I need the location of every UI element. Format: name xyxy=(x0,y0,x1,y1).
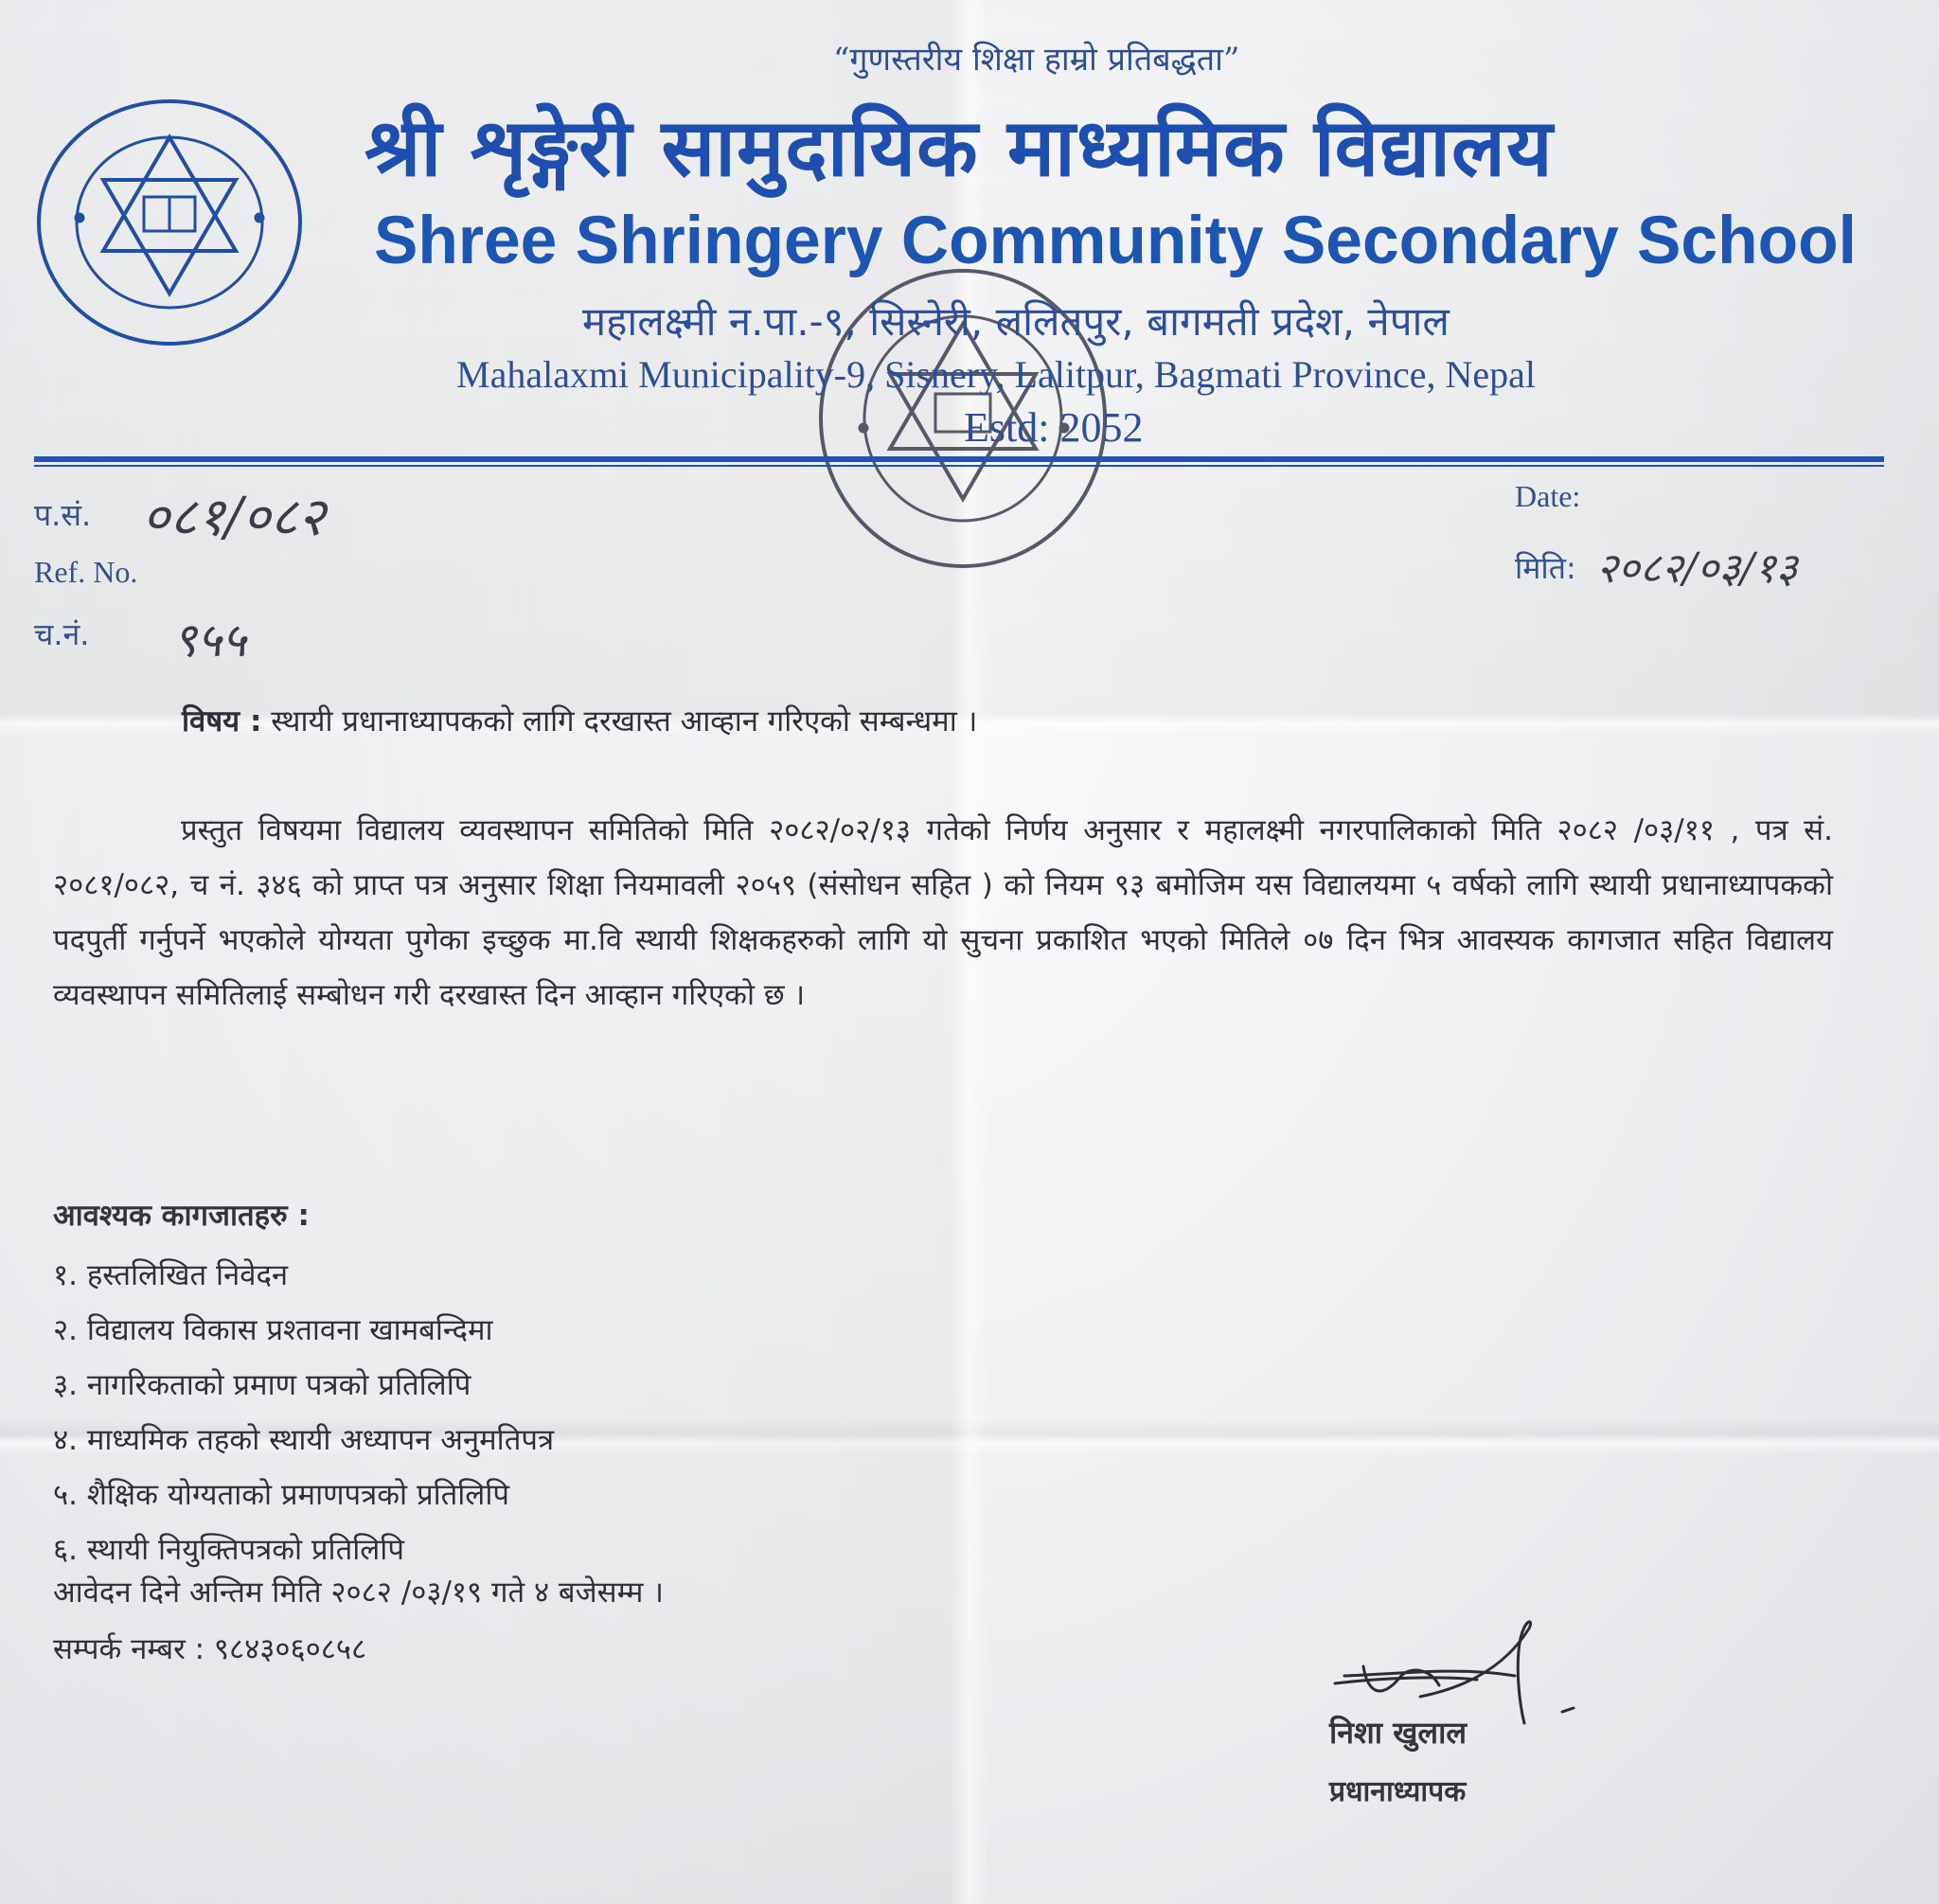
list-item: ४. माध्यमिक तहको स्थायी अध्यापन अनुमतिपत्र xyxy=(53,1423,555,1457)
header-divider xyxy=(34,456,1884,462)
school-motto: “गुणस्तरीय शिक्षा हाम्रो प्रतिबद्धता” xyxy=(833,41,1240,79)
date-label-english: Date: xyxy=(1515,479,1581,513)
list-item: ३. नागरिकताको प्रमाण पत्रको प्रतिलिपि xyxy=(53,1368,471,1402)
ps-value: ०८१/०८२ xyxy=(142,487,326,548)
ps-label: प.सं. xyxy=(34,497,92,533)
school-address-nepali: महालक्ष्मी न.पा.-९, सिस्नेरी, ललितपुर, बागमती प्रदेश, नेपाल xyxy=(582,298,1450,345)
ref-no-label: Ref. No. xyxy=(34,555,138,589)
signatory-name: निशा खुलाल xyxy=(1329,1715,1468,1751)
chn-value: ९५५ xyxy=(172,613,246,667)
requirements-title: आवश्यक कागजातहरु : xyxy=(53,1199,310,1233)
list-item: ५. शैक्षिक योग्यताको प्रमाणपत्रको प्रतिलिपि xyxy=(53,1478,509,1512)
date-label-nepali: मिति: xyxy=(1515,550,1576,586)
list-item: १. हस्तलिखित निवेदन xyxy=(53,1258,289,1292)
established-year: Estd: 2052 xyxy=(964,404,1144,451)
list-item: ६. स्थायी नियुक्तिपत्रको प्रतिलिपि xyxy=(53,1533,404,1567)
notice-body: प्रस्तुत विषयमा विद्यालय व्यवस्थापन समितिको मिति २०८२/०२/१३ गतेको निर्णय अनुसार र महालक्ष्मी नगरपालिकाको मिति २०८२ /०३/११ , पत्र सं. २०८१/०८२, च नं. ३४६ को प्राप्त पत्र अनुसार शिक्षा नियमावली २०५९ (संसोधन सहित ) को नियम ९३ बमोजिम यस विद्यालयमा ५ वर्षको लागि स्थायी प्रधानाध्यापकको पदपुर्ती गर्नुपर्ने भएकोले योग्यता पुगेका इच्छुक मा.वि स्थायी शिक्षकहरुको लागि यो सुचना प्रकाशित भएको मितिले ०७ दिन भित्र आवस्यक कागजात सहित विद्यालय व्यवस्थापन समितिलाई सम्बोधन गरी दरखास्त दिन आव्हान गरिएको छ । xyxy=(53,813,1833,1012)
list-item: २. विद्यालय विकास प्रश्तावना खामबन्दिमा xyxy=(53,1313,493,1347)
school-address-english: Mahalaxmi Municipality-9, Sisnery, Lalitpur, Bagmati Province, Nepal xyxy=(456,353,1536,396)
signatory-title: प्रधानाध्यापक xyxy=(1329,1775,1467,1808)
application-deadline: आवेदन दिने अन्तिम मिति २०८२ /०३/१९ गते ४ बजेसम्म । xyxy=(53,1575,665,1610)
subject-label: विषय : xyxy=(182,704,262,738)
requirements-list xyxy=(53,1248,554,1577)
school-name-nepali: श्री शृङ्गेरी सामुदायिक माध्यमिक विद्यालय xyxy=(365,101,1554,194)
date-value: २०८२/०३/१३ xyxy=(1596,544,1798,593)
chn-label: च.नं. xyxy=(34,616,90,652)
subject-line xyxy=(182,701,977,740)
school-seal-icon xyxy=(32,95,307,350)
school-name-english: Shree Shringery Community Secondary School xyxy=(374,204,1857,278)
contact-number: सम्पर्क नम्बर : ९८४३०६०८५८ xyxy=(53,1632,367,1666)
header-divider-thin xyxy=(34,465,1884,467)
subject-text: स्थायी प्रधानाध्यापकको लागि दरखास्त आव्हान गरिएको सम्बन्धमा । xyxy=(271,704,978,738)
